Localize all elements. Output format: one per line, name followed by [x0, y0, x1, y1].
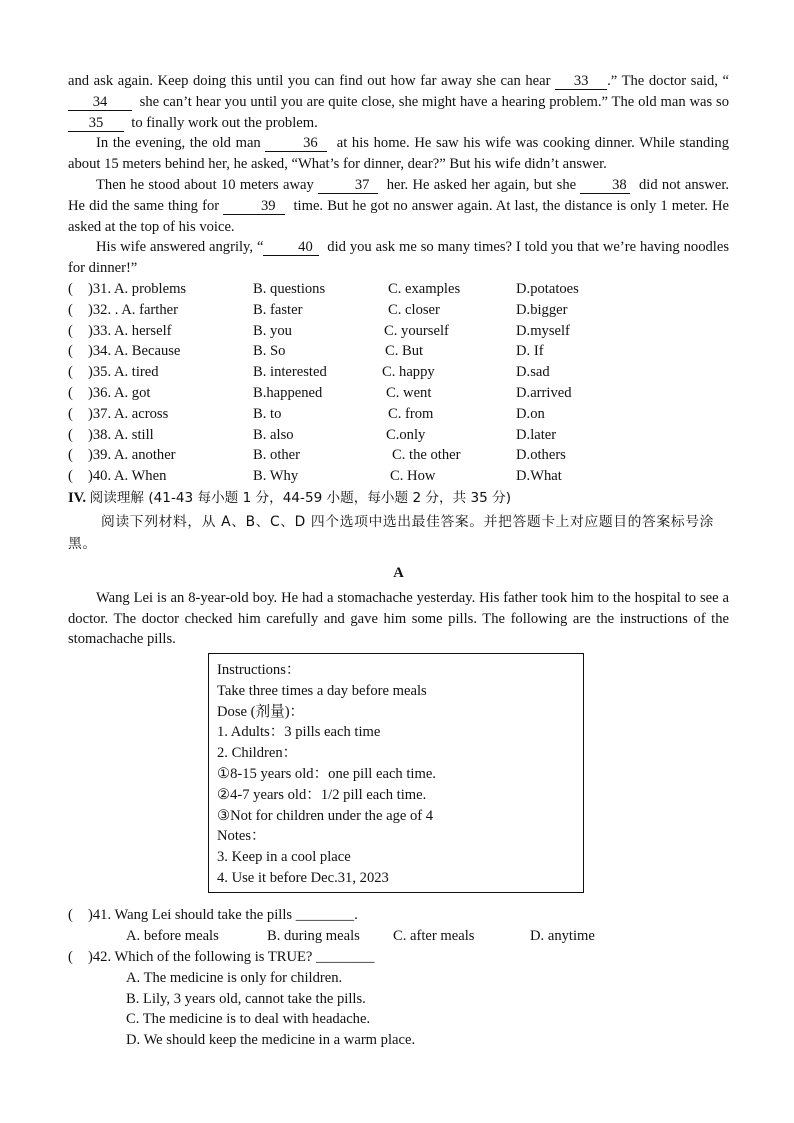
option-c: C. after meals — [393, 927, 475, 944]
box-line: Instructions： — [217, 662, 301, 678]
option-a: )35. A. tired — [88, 364, 159, 381]
option-b: B. also — [253, 426, 294, 443]
question-41 — [68, 905, 729, 947]
instructions-box — [208, 653, 584, 893]
option-c: C. yourself — [384, 322, 449, 339]
option-b: B. interested — [253, 364, 327, 381]
blank-36: 36 — [265, 135, 327, 152]
section-instruction: 阅读下列材料，从 A、B、C、D 四个选项中选出最佳答案。并把答题卡上对应题目的答案标号涂黑。 — [68, 513, 715, 552]
question-stem: )41. Wang Lei should take the pills ________. — [88, 907, 358, 923]
cloze-text: .” The doctor said, — [607, 73, 718, 89]
option-a: A. The medicine is only for children. — [126, 969, 343, 986]
cloze-text: Then he stood about 10 meters away — [96, 176, 314, 193]
option-row-31 — [68, 279, 729, 300]
option-b: B. So — [253, 343, 286, 360]
option-row-40 — [68, 466, 729, 487]
option-b: B. other — [253, 447, 301, 464]
question-stem-row — [68, 947, 729, 968]
box-line: 1. Adults：3 pills each time — [217, 724, 381, 741]
option-c: C. How — [390, 468, 436, 485]
question-stem: )42. Which of the following is TRUE? ________ — [88, 949, 375, 965]
cloze-options — [68, 279, 729, 487]
box-line: Dose (剂量)： — [217, 703, 305, 720]
box-line: 2. Children： — [217, 745, 298, 762]
option-d: D.myself — [516, 322, 570, 339]
option-a: )36. A. got — [88, 384, 151, 401]
section-title: 阅读理解 (41-43 每小题 1 分，44-59 小题，每小题 2 分，共 35 分) — [89, 489, 512, 506]
answer-paren[interactable]: ( — [68, 280, 73, 297]
option-d: D.What — [516, 468, 562, 485]
option-a: A. before meals — [126, 927, 219, 944]
option-c: C. from — [388, 405, 434, 422]
cloze-text: In the evening, the old man — [96, 135, 261, 152]
option-a: )33. A. herself — [88, 322, 172, 339]
option-c: C. closer — [388, 301, 440, 318]
answer-paren[interactable]: ( — [68, 301, 73, 318]
answer-paren[interactable]: ( — [68, 907, 73, 923]
blank-39: 39 — [223, 198, 285, 215]
cloze-text: her. He asked her again, but she — [386, 176, 577, 193]
option-c: C.only — [386, 426, 426, 443]
option-c: C. examples — [388, 280, 461, 297]
passage-label: A — [393, 564, 404, 581]
cloze-text: did not answer. He did the same thing for — [68, 176, 730, 214]
box-line: 3. Keep in a cool place — [217, 849, 351, 866]
exam-page — [68, 68, 730, 1049]
answer-paren[interactable]: ( — [68, 426, 73, 443]
option-d: D.on — [516, 405, 545, 422]
option-b: B.happened — [253, 384, 323, 401]
option-b: B. you — [253, 322, 292, 339]
option-d: D. If — [516, 343, 544, 360]
option-a: )37. A. across — [88, 405, 169, 422]
option-a: )39. A. another — [88, 447, 176, 464]
answer-paren[interactable]: ( — [68, 405, 73, 422]
option-row-36 — [68, 383, 729, 404]
option-c: C. The medicine is to deal with headache. — [126, 1011, 371, 1028]
option-b: B. to — [253, 405, 282, 422]
answer-paren[interactable]: ( — [68, 447, 73, 464]
cloze-text: she can’t hear you until you are quite close, she might have a hearing problem.” The old man was so — [139, 93, 730, 110]
option-b: B. faster — [253, 301, 303, 318]
cloze-text: to finally work out the problem. — [131, 114, 318, 131]
option-c: C. happy — [382, 364, 435, 381]
option-row-34 — [68, 341, 729, 362]
cloze-paragraph-2 — [68, 133, 729, 175]
option-d: D.bigger — [516, 301, 568, 318]
option-d: D. We should keep the medicine in a warm place. — [126, 1032, 416, 1049]
answer-paren[interactable]: ( — [68, 468, 73, 485]
option-a: )40. A. When — [88, 468, 167, 485]
option-row-33 — [68, 321, 729, 342]
question-42 — [68, 947, 729, 1051]
option-a: )38. A. still — [88, 426, 154, 443]
option-row-35 — [68, 362, 729, 383]
option-b: B. Lily, 3 years old, cannot take the pills. — [126, 990, 366, 1007]
option-a: )32. . A. farther — [88, 301, 178, 318]
option-row-39 — [68, 445, 729, 466]
option-c: C. But — [385, 343, 424, 360]
box-line: ③Not for children under the age of 4 — [217, 807, 434, 824]
option-b: B. questions — [253, 280, 326, 297]
cloze-text: “ — [722, 73, 730, 89]
option-d: D.sad — [516, 364, 550, 381]
passage-a-text: Wang Lei is an 8-year-old boy. He had a stomachache yesterday. His father took him to the hospital to see a doctor. The doctor checked him carefully and gave him some pills. The following are the instructions of the stomachache pills. — [68, 589, 729, 648]
cloze-text: and ask again. Keep doing this until you can find out how far away she can hear — [68, 73, 551, 89]
option-row-32 — [68, 300, 729, 321]
option-a: )34. A. Because — [88, 343, 181, 360]
answer-paren[interactable]: ( — [68, 384, 73, 401]
question-stem-row — [68, 905, 729, 926]
blank-33: 33 — [555, 73, 607, 90]
answer-paren[interactable]: ( — [68, 322, 73, 339]
option-d: D.arrived — [516, 384, 572, 401]
answer-paren[interactable]: ( — [68, 364, 73, 381]
box-line: 4. Use it before Dec.31, 2023 — [217, 869, 389, 886]
blank-40: 40 — [263, 239, 319, 256]
cloze-paragraph-1 — [68, 71, 729, 133]
option-d: D.potatoes — [516, 280, 579, 297]
option-a: )31. A. problems — [88, 280, 187, 297]
answer-paren[interactable]: ( — [68, 343, 73, 360]
blank-34: 34 — [68, 94, 132, 111]
option-row-38 — [68, 425, 729, 446]
box-line: Notes： — [217, 828, 266, 845]
option-b: B. during meals — [267, 927, 360, 944]
cloze-text: His wife answered angrily, “ — [96, 239, 264, 256]
cloze-paragraph-4 — [68, 237, 729, 279]
cloze-text: at his home. He saw his wife was cooking dinner. While standing about 15 meters behind her, he asked, “What’s for dinner, dear?” But his wife didn’t answer. — [68, 135, 729, 173]
option-d: D. anytime — [530, 927, 595, 944]
blank-38: 38 — [580, 177, 630, 194]
option-d: D.others — [516, 447, 566, 464]
blank-35: 35 — [68, 115, 124, 132]
cloze-text: time. But he got no answer again. At last, the distance is only 1 meter. He asked at the top of his voice. — [68, 197, 729, 235]
cloze-paragraph-3 — [68, 175, 729, 237]
option-c: C. the other — [392, 447, 461, 464]
cloze-text: did you ask me so many times? I told you that we’re having noodles for dinner!” — [68, 239, 730, 277]
question-options-row — [68, 926, 729, 947]
option-d: D.later — [516, 426, 557, 443]
option-b: B. Why — [253, 468, 299, 485]
answer-paren[interactable]: ( — [68, 949, 73, 965]
box-line: ②4-7 years old：1/2 pill each time. — [217, 786, 427, 803]
option-row-37 — [68, 404, 729, 425]
box-line: Take three times a day before meals — [217, 682, 427, 699]
option-c: C. went — [386, 384, 432, 401]
blank-37: 37 — [318, 177, 378, 194]
box-line: ①8-15 years old：one pill each time. — [217, 765, 436, 782]
section-heading — [68, 487, 729, 509]
section-numeral: IV. — [68, 489, 86, 506]
